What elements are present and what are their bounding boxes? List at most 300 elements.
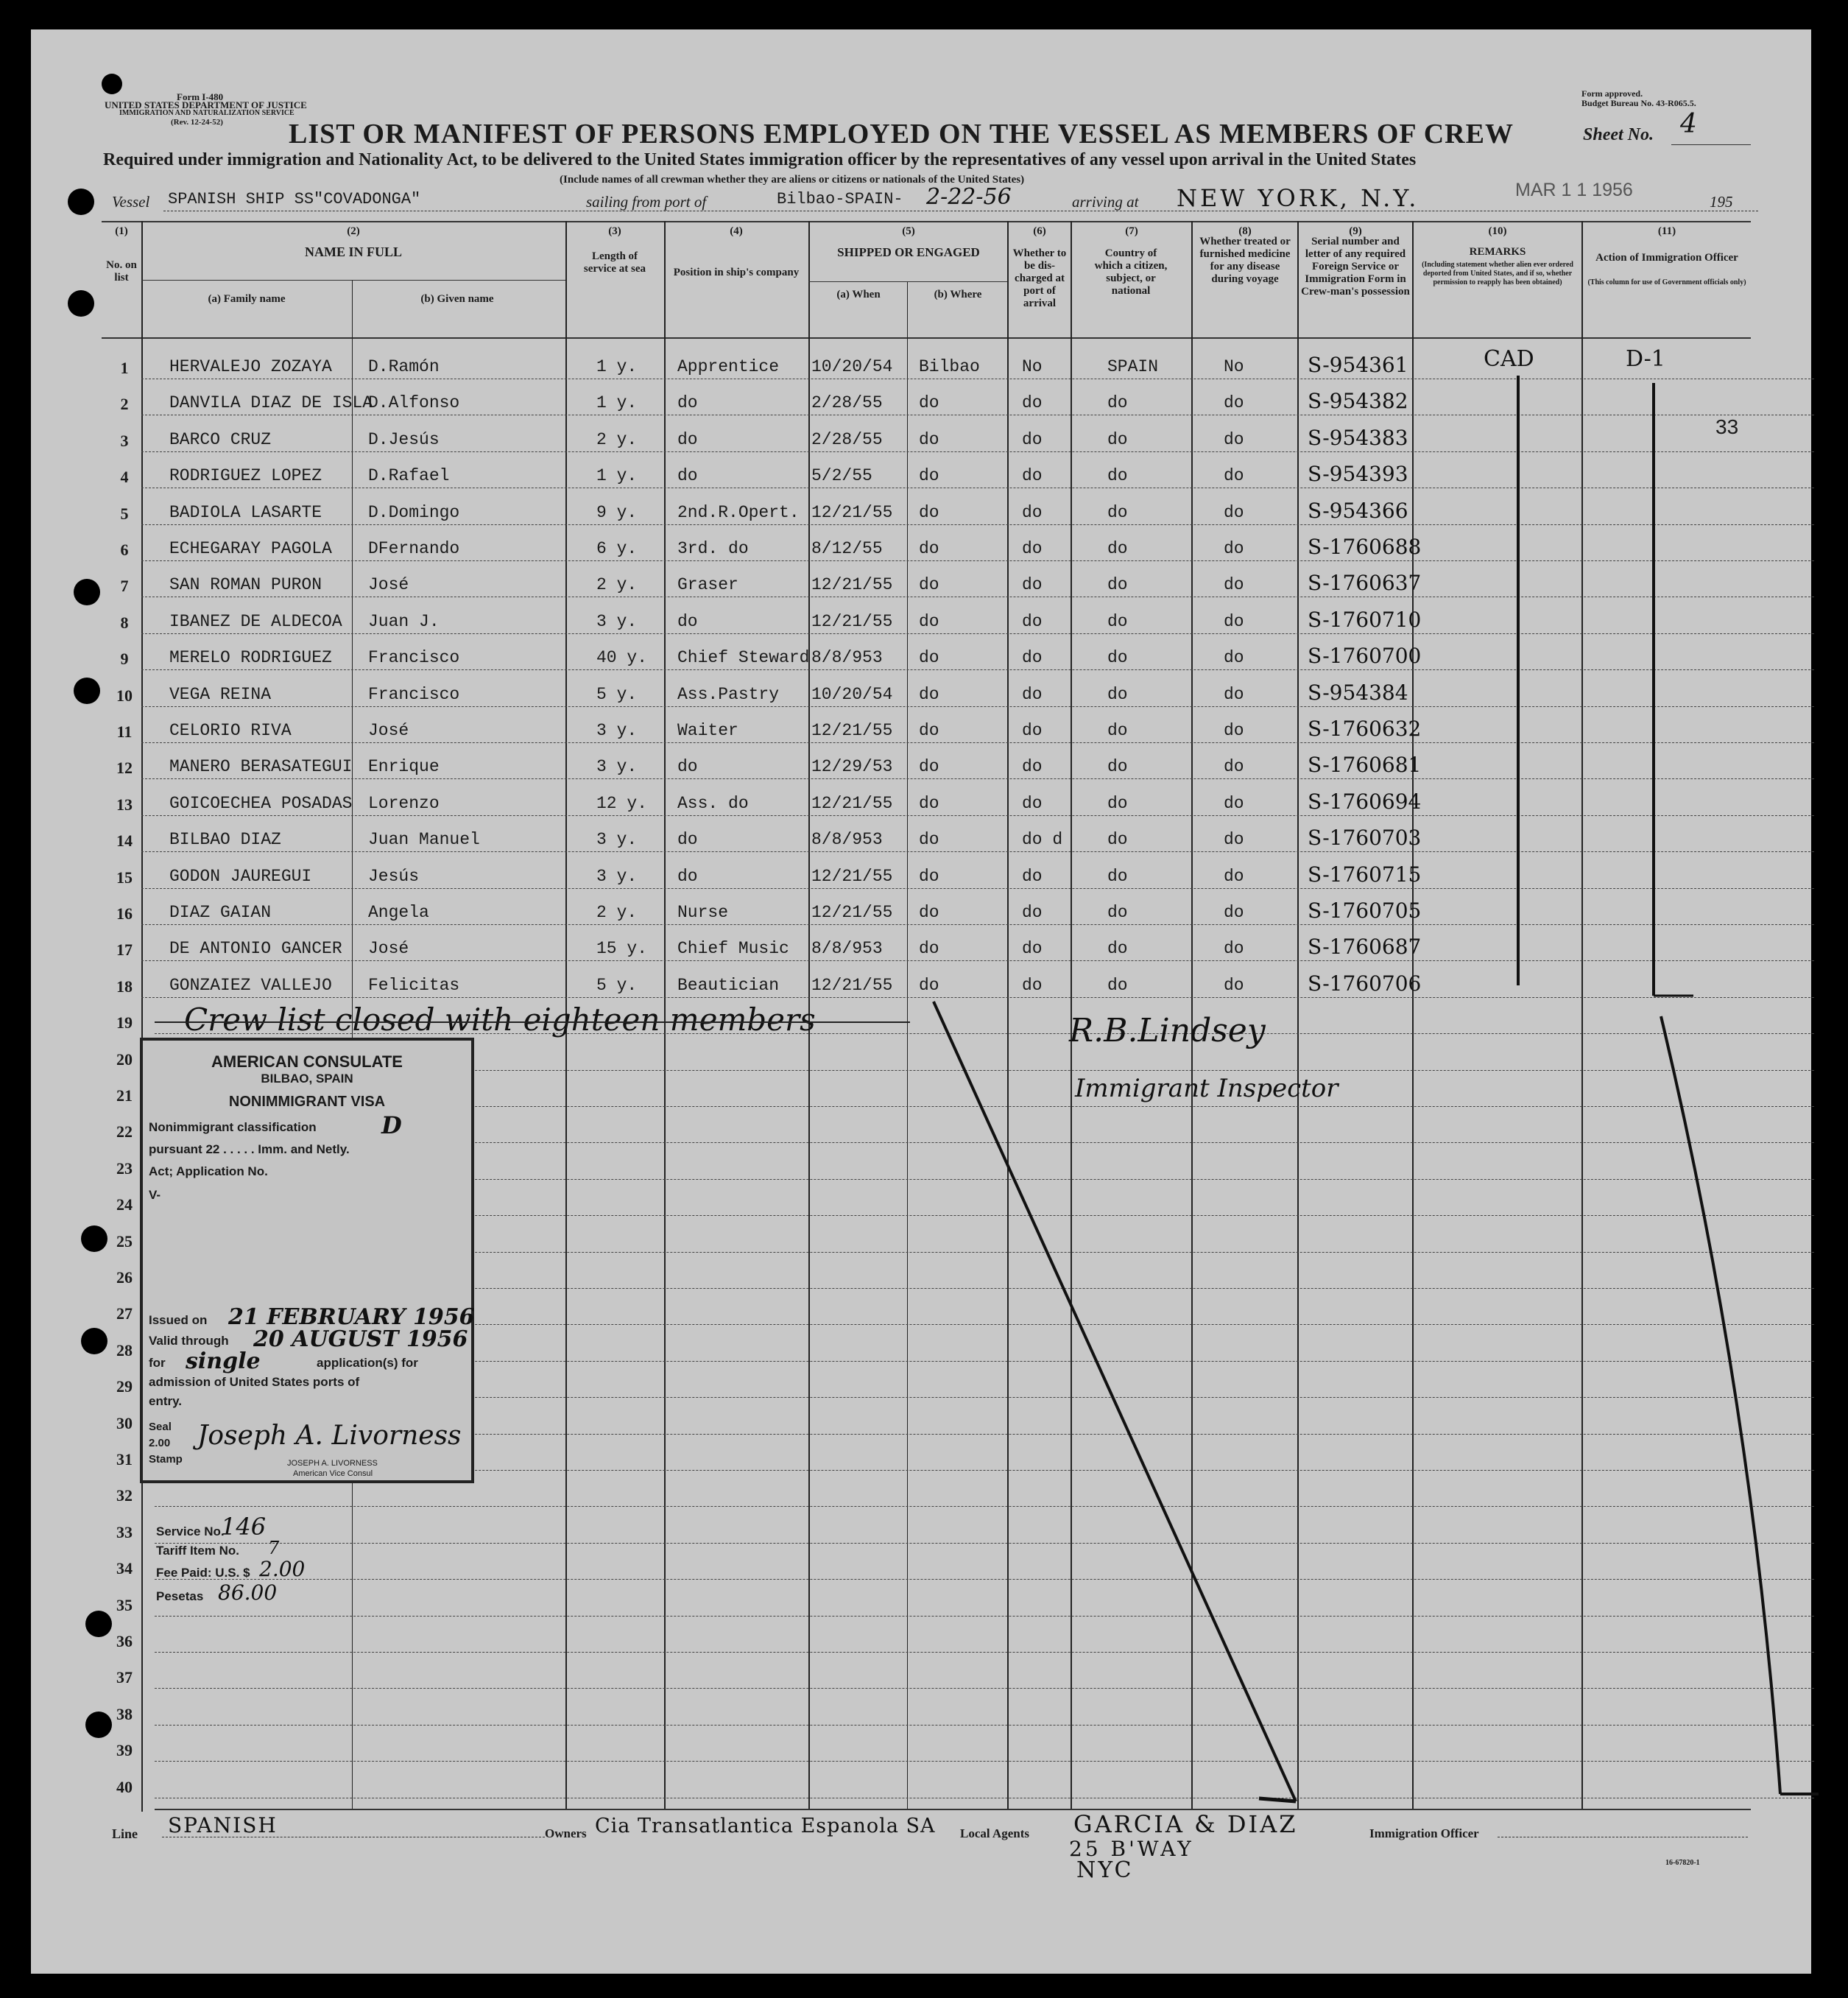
- position: Graser: [677, 575, 738, 595]
- given-name: D.Rafael: [368, 466, 450, 486]
- remarks-note: CAD: [1484, 346, 1534, 372]
- col9-header: Serial number and letter of any required Foreign Service or Immigration Form in Crew-man's possession: [1301, 236, 1410, 298]
- row-number: 14: [116, 831, 133, 851]
- country: do: [1107, 575, 1128, 595]
- position: Beautician: [677, 975, 780, 995]
- row-number: 32: [116, 1486, 133, 1505]
- given-name: Angela: [368, 903, 429, 922]
- col11-number: (11): [1657, 225, 1676, 237]
- col6-number: (6): [1033, 225, 1046, 237]
- discharge-flag: do: [1022, 393, 1043, 413]
- vessel-label: Vessel: [112, 193, 150, 211]
- position: Chief Music: [677, 939, 789, 959]
- country: do: [1107, 830, 1128, 850]
- shipped-when: 10/20/54: [811, 357, 893, 376]
- col3-header: Length of service at sea: [583, 250, 646, 275]
- col2-number: (2): [347, 225, 360, 237]
- visa-act: Act; Application No.: [149, 1164, 268, 1178]
- treated-flag: do: [1224, 393, 1244, 413]
- given-name: D.Alfonso: [368, 393, 460, 413]
- row-number: 22: [116, 1122, 133, 1142]
- crew-closed-note: Crew list closed with eighteen members: [184, 1002, 816, 1038]
- service-length: 2 y.: [596, 903, 638, 922]
- agents-city: NYC: [1076, 1857, 1134, 1883]
- given-name: Jesús: [368, 866, 420, 886]
- col6-header: Whether to be dis-charged at port of arrival: [1012, 247, 1067, 309]
- tariff-label: Tariff Item No.: [156, 1544, 240, 1558]
- country: do: [1107, 866, 1128, 886]
- shipped-where: do: [919, 611, 939, 631]
- family-name: DE ANTONIO GANCER: [169, 939, 342, 959]
- country: do: [1107, 903, 1128, 922]
- visa-stamp: [140, 1038, 474, 1483]
- service-length: 5 y.: [596, 975, 638, 995]
- consulate-city: BILBAO, SPAIN: [261, 1072, 353, 1086]
- given-name: DFernando: [368, 539, 460, 558]
- shipped-where: do: [919, 539, 939, 558]
- stamp-label: Stamp: [149, 1453, 183, 1466]
- shipped-when: 2/28/55: [811, 393, 883, 413]
- given-name: D.Jesús: [368, 429, 440, 449]
- shipped-when: 8/8/953: [811, 830, 883, 850]
- position: do: [677, 757, 698, 777]
- row-number: 37: [116, 1668, 133, 1687]
- serial-number: S-954366: [1308, 498, 1408, 523]
- shipped-where: do: [919, 684, 939, 704]
- service-length: 40 y.: [596, 648, 648, 668]
- serial-number: S-1760694: [1308, 789, 1422, 814]
- col5b-header: (b) Where: [934, 289, 982, 300]
- family-name: IBANEZ DE ALDECOA: [169, 611, 342, 631]
- family-name: MANERO BERASATEGUI: [169, 757, 353, 777]
- serial-number: S-954384: [1308, 680, 1408, 705]
- serial-number: S-1760703: [1308, 826, 1422, 851]
- service-length: 3 y.: [596, 611, 638, 631]
- country: do: [1107, 721, 1128, 740]
- discharge-flag: do: [1022, 429, 1043, 449]
- department: UNITED STATES DEPARTMENT OF JUSTICE: [105, 99, 307, 110]
- col4-number: (4): [730, 225, 743, 237]
- shipped-when: 8/8/953: [811, 939, 883, 959]
- col2b-header: (b) Given name: [420, 293, 494, 305]
- consulate-name: AMERICAN CONSULATE: [211, 1052, 403, 1071]
- agents-address: 25 B'WAY: [1069, 1837, 1194, 1861]
- serial-number: S-1760687: [1308, 935, 1422, 960]
- row-number: 15: [116, 868, 133, 887]
- shipped-where: do: [919, 793, 939, 813]
- family-name: BILBAO DIAZ: [169, 830, 281, 850]
- country: do: [1107, 757, 1128, 777]
- given-name: D.Ramón: [368, 357, 440, 376]
- shipped-when: 12/21/55: [811, 502, 893, 522]
- form-revision: (Rev. 12-24-52): [171, 118, 223, 127]
- given-name: Felicitas: [368, 975, 460, 995]
- seal-label: Seal: [149, 1421, 172, 1433]
- col4-header: Position in ship's company: [673, 267, 800, 278]
- serial-number: S-1760715: [1308, 862, 1422, 887]
- service-length: 1 y.: [596, 466, 638, 486]
- year-suffix: 195: [1710, 193, 1733, 211]
- discharge-flag: do d: [1022, 830, 1063, 850]
- row-number: 5: [120, 504, 129, 523]
- discharge-flag: do: [1022, 866, 1043, 886]
- row-number: 24: [116, 1195, 133, 1214]
- treated-flag: do: [1224, 975, 1244, 995]
- row-number: 35: [116, 1595, 133, 1614]
- shipped-when: 12/21/55: [811, 793, 893, 813]
- sailing-port: Bilbao-SPAIN-: [777, 190, 903, 208]
- family-name: CELORIO RIVA: [169, 721, 292, 740]
- agents-value: GARCIA & DIAZ: [1073, 1810, 1298, 1838]
- service-length: 3 y.: [596, 757, 638, 777]
- given-name: Juan J.: [368, 611, 440, 631]
- position: Ass.Pastry: [677, 684, 780, 704]
- position: do: [677, 466, 698, 486]
- row-number: 34: [116, 1559, 133, 1578]
- shipped-where: do: [919, 721, 939, 740]
- position: Chief Steward: [677, 648, 810, 668]
- col8-number: (8): [1238, 225, 1252, 237]
- row-number: 33: [116, 1522, 133, 1541]
- consul-signature: Joseph A. Livorness: [197, 1421, 462, 1451]
- required-statement: Required under immigration and Nationality Act, to be delivered to the United States immigration officer by the representatives of any vessel upon arrival in the United States: [103, 150, 1417, 169]
- given-name: José: [368, 721, 409, 740]
- row-number: 4: [120, 468, 129, 487]
- treated-flag: do: [1224, 793, 1244, 813]
- shipped-where: do: [919, 393, 939, 413]
- row-number: 2: [120, 395, 129, 414]
- position: do: [677, 866, 698, 886]
- position: Waiter: [677, 721, 738, 740]
- treated-flag: do: [1224, 611, 1244, 631]
- row-number: 16: [116, 904, 133, 923]
- family-name: MERELO RODRIGUEZ: [169, 648, 332, 668]
- service-length: 3 y.: [596, 721, 638, 740]
- row-number: 8: [120, 613, 129, 632]
- action-note: D-1: [1626, 346, 1665, 372]
- position: do: [677, 393, 698, 413]
- serial-number: S-954393: [1308, 462, 1408, 487]
- position: 2nd.R.Opert.: [677, 502, 800, 522]
- treated-flag: do: [1224, 721, 1244, 740]
- row-number: 29: [116, 1377, 133, 1396]
- treated-flag: do: [1224, 757, 1244, 777]
- shipped-when: 2/28/55: [811, 429, 883, 449]
- country: do: [1107, 539, 1128, 558]
- row-number: 26: [116, 1268, 133, 1287]
- position: do: [677, 830, 698, 850]
- row-number: 20: [116, 1049, 133, 1069]
- applications-text: application(s) for: [317, 1356, 418, 1370]
- service-no: 146: [221, 1513, 267, 1541]
- row-number: 31: [116, 1450, 133, 1468]
- include-note: (Include names of all crewman whether they are aliens or citizens or nationals of the United States): [560, 174, 1025, 186]
- row-number: 17: [116, 940, 133, 960]
- owners-label: Owners: [545, 1826, 587, 1840]
- tariff-item: 7: [268, 1538, 280, 1558]
- row-number: 39: [116, 1741, 133, 1760]
- service-length: 2 y.: [596, 575, 638, 595]
- service-name: IMMIGRATION AND NATURALIZATION SERVICE: [119, 109, 295, 117]
- service-length: 9 y.: [596, 502, 638, 522]
- row-number: 7: [120, 577, 129, 596]
- row-number: 36: [116, 1632, 133, 1650]
- entry-text: entry.: [149, 1394, 183, 1408]
- valid-date: 20 AUGUST 1956: [253, 1326, 468, 1352]
- received-stamp: MAR 1 1 1956: [1515, 180, 1633, 200]
- col8-header: Whether treated or furnished medicine for any disease during voyage: [1199, 236, 1291, 285]
- owners-value: Cia Transatlantica Espanola SA: [595, 1815, 936, 1837]
- family-name: BADIOLA LASARTE: [169, 502, 322, 522]
- sailing-label: sailing from port of: [586, 193, 707, 211]
- budget-bureau: Budget Bureau No. 43-R065.5.: [1581, 98, 1696, 108]
- shipped-where: do: [919, 466, 939, 486]
- given-name: D.Domingo: [368, 502, 460, 522]
- shipped-where: do: [919, 648, 939, 668]
- visa-type: NONIMMIGRANT VISA: [228, 1094, 386, 1110]
- shipped-where: do: [919, 429, 939, 449]
- serial-number: S-1760637: [1308, 571, 1422, 596]
- position: Nurse: [677, 903, 729, 922]
- col7-number: (7): [1125, 225, 1138, 237]
- treated-flag: do: [1224, 684, 1244, 704]
- shipped-when: 12/21/55: [811, 611, 893, 631]
- serial-number: S-1760681: [1308, 753, 1422, 778]
- country: do: [1107, 393, 1128, 413]
- col2a-header: (a) Family name: [208, 293, 286, 305]
- given-name: Lorenzo: [368, 793, 440, 813]
- discharge-flag: do: [1022, 502, 1043, 522]
- given-name: Juan Manuel: [368, 830, 480, 850]
- treated-flag: do: [1224, 539, 1244, 558]
- col1-header: No. on list: [106, 259, 137, 284]
- treated-flag: do: [1224, 648, 1244, 668]
- given-name: Francisco: [368, 684, 460, 704]
- sheet-label: Sheet No.: [1583, 125, 1654, 144]
- serial-number: S-954361: [1308, 353, 1408, 377]
- row-number: 1: [120, 359, 129, 377]
- row-number: 38: [116, 1704, 133, 1723]
- treated-flag: do: [1224, 903, 1244, 922]
- row-number: 13: [116, 795, 133, 814]
- col2-header: NAME IN FULL: [304, 245, 402, 259]
- shipped-where: do: [919, 575, 939, 595]
- family-name: ECHEGARAY PAGOLA: [169, 539, 332, 558]
- row-number: 28: [116, 1340, 133, 1359]
- sheet-number: 4: [1680, 109, 1697, 139]
- issued-date: 21 FEBRUARY 1956: [228, 1304, 475, 1330]
- shipped-where: do: [919, 502, 939, 522]
- discharge-flag: do: [1022, 539, 1043, 558]
- country: do: [1107, 793, 1128, 813]
- visa-v-label: V-: [149, 1188, 161, 1202]
- family-name: SAN ROMAN PURON: [169, 575, 322, 595]
- for-value: single: [186, 1348, 261, 1374]
- treated-flag: do: [1224, 939, 1244, 959]
- margin-number: 33: [1715, 415, 1739, 438]
- col10-number: (10): [1488, 225, 1507, 237]
- row-number: 40: [116, 1777, 133, 1796]
- pesetas-label: Pesetas: [156, 1589, 204, 1603]
- discharge-flag: do: [1022, 793, 1043, 813]
- officer-label: Immigration Officer: [1369, 1826, 1479, 1840]
- col11-note: (This column for use of Government officials only): [1587, 278, 1746, 286]
- discharge-flag: do: [1022, 903, 1043, 922]
- row-number: 25: [116, 1231, 133, 1250]
- serial-number: S-1760700: [1308, 644, 1422, 669]
- row-number: 21: [116, 1086, 133, 1105]
- admission-text: admission of United States ports of: [149, 1375, 360, 1389]
- col3-number: (3): [608, 225, 621, 237]
- family-name: GOICOECHEA POSADAS: [169, 793, 353, 813]
- family-name: VEGA REINA: [169, 684, 272, 704]
- given-name: Enrique: [368, 757, 440, 777]
- row-number: 18: [116, 977, 133, 996]
- fee-paid-label: Fee Paid: U.S. $: [156, 1566, 250, 1580]
- sailing-date: 2-22-56: [926, 184, 1012, 210]
- treated-flag: do: [1224, 830, 1244, 850]
- row-number: 3: [120, 431, 129, 450]
- position: 3rd. do: [677, 539, 749, 558]
- given-name: José: [368, 939, 409, 959]
- given-name: José: [368, 575, 409, 595]
- col1-number: (1): [115, 225, 128, 237]
- shipped-where: Bilbao: [919, 357, 980, 376]
- serial-number: S-1760688: [1308, 535, 1422, 559]
- inspector-title: Immigrant Inspector: [1075, 1074, 1339, 1103]
- row-number: 10: [116, 686, 133, 705]
- service-length: 1 y.: [596, 357, 638, 376]
- treated-flag: do: [1224, 429, 1244, 449]
- col5-number: (5): [902, 225, 915, 237]
- shipped-when: 12/21/55: [811, 866, 893, 886]
- discharge-flag: do: [1022, 684, 1043, 704]
- serial-number: S-1760710: [1308, 607, 1422, 632]
- service-length: 2 y.: [596, 429, 638, 449]
- pesetas: 86.00: [218, 1580, 278, 1605]
- shipped-where: do: [919, 830, 939, 850]
- country: SPAIN: [1107, 357, 1159, 376]
- row-number: 19: [116, 1013, 133, 1033]
- form-code: 16-67820-1: [1665, 1859, 1700, 1867]
- issued-label: Issued on: [149, 1313, 208, 1327]
- country: do: [1107, 502, 1128, 522]
- given-name: Francisco: [368, 648, 460, 668]
- family-name: GONZAIEZ VALLEJO: [169, 975, 332, 995]
- consul-title: American Vice Consul: [293, 1469, 373, 1478]
- shipped-when: 12/21/55: [811, 575, 893, 595]
- inspector-signature: R.B.Lindsey: [1069, 1012, 1266, 1049]
- shipped-when: 12/21/55: [811, 903, 893, 922]
- shipped-when: 10/20/54: [811, 684, 893, 704]
- service-length: 3 y.: [596, 830, 638, 850]
- row-number: 30: [116, 1413, 133, 1432]
- row-number: 23: [116, 1158, 133, 1178]
- country: do: [1107, 684, 1128, 704]
- service-length: 5 y.: [596, 684, 638, 704]
- shipped-where: do: [919, 866, 939, 886]
- serial-number: S-1760632: [1308, 717, 1422, 741]
- shipped-where: do: [919, 975, 939, 995]
- line-value: SPANISH: [168, 1813, 278, 1837]
- col10-header: REMARKS: [1469, 246, 1526, 258]
- for-label: for: [149, 1356, 166, 1370]
- discharge-flag: do: [1022, 575, 1043, 595]
- country: do: [1107, 611, 1128, 631]
- shipped-where: do: [919, 903, 939, 922]
- row-number: 6: [120, 541, 129, 559]
- service-length: 15 y.: [596, 939, 648, 959]
- treated-flag: do: [1224, 466, 1244, 486]
- family-name: GODON JAUREGUI: [169, 866, 312, 886]
- shipped-where: do: [919, 939, 939, 959]
- valid-label: Valid through: [149, 1334, 229, 1348]
- country: do: [1107, 466, 1128, 486]
- service-no-label: Service No.: [156, 1524, 225, 1538]
- position: do: [677, 611, 698, 631]
- classification-value: D: [381, 1111, 402, 1139]
- service-length: 3 y.: [596, 866, 638, 886]
- visa-pursuant: pursuant 22 . . . . . Imm. and Netly.: [149, 1142, 350, 1156]
- fee-label: 2.00: [149, 1437, 171, 1449]
- discharge-flag: do: [1022, 648, 1043, 668]
- country: do: [1107, 975, 1128, 995]
- family-name: HERVALEJO ZOZAYA: [169, 357, 332, 376]
- discharge-flag: do: [1022, 466, 1043, 486]
- country: do: [1107, 429, 1128, 449]
- shipped-when: 8/12/55: [811, 539, 883, 558]
- discharge-flag: do: [1022, 939, 1043, 959]
- form-number: Form I-480: [177, 91, 224, 102]
- serial-number: S-1760706: [1308, 971, 1422, 996]
- shipped-when: 12/21/55: [811, 975, 893, 995]
- classification-label: Nonimmigrant classification: [149, 1120, 317, 1134]
- family-name: DIAZ GAIAN: [169, 903, 272, 922]
- discharge-flag: do: [1022, 611, 1043, 631]
- position: Apprentice: [677, 357, 780, 376]
- row-number: 11: [116, 722, 133, 741]
- vessel-name: SPANISH SHIP SS"COVADONGA": [168, 190, 421, 208]
- position: Ass. do: [677, 793, 749, 813]
- shipped-when: 5/2/55: [811, 466, 872, 486]
- col9-number: (9): [1349, 225, 1362, 237]
- country: do: [1107, 939, 1128, 959]
- family-name: DANVILA DIAZ DE ISLA: [169, 393, 373, 413]
- shipped-when: 8/8/953: [811, 648, 883, 668]
- discharge-flag: do: [1022, 975, 1043, 995]
- serial-number: S-954382: [1308, 389, 1408, 414]
- treated-flag: No: [1224, 357, 1244, 376]
- shipped-when: 12/21/55: [811, 721, 893, 740]
- col7-header: Country of which a citizen, subject, or national: [1094, 247, 1168, 297]
- page-title: LIST OR MANIFEST OF PERSONS EMPLOYED ON THE VESSEL AS MEMBERS OF CREW: [289, 119, 1514, 150]
- form-approved: Form approved.: [1581, 88, 1643, 99]
- row-number: 9: [120, 650, 129, 669]
- position: do: [677, 429, 698, 449]
- arriving-port: NEW YORK, N.Y.: [1177, 184, 1419, 212]
- service-length: 12 y.: [596, 793, 648, 813]
- shipped-when: 12/29/53: [811, 757, 893, 777]
- country: do: [1107, 648, 1128, 668]
- discharge-flag: No: [1022, 357, 1043, 376]
- agents-label: Local Agents: [960, 1826, 1029, 1840]
- row-number: 27: [116, 1304, 133, 1323]
- fee-paid: 2.00: [259, 1557, 306, 1581]
- consul-name: JOSEPH A. LIVORNESS: [287, 1459, 378, 1468]
- treated-flag: do: [1224, 866, 1244, 886]
- col5a-header: (a) When: [836, 289, 881, 300]
- discharge-flag: do: [1022, 721, 1043, 740]
